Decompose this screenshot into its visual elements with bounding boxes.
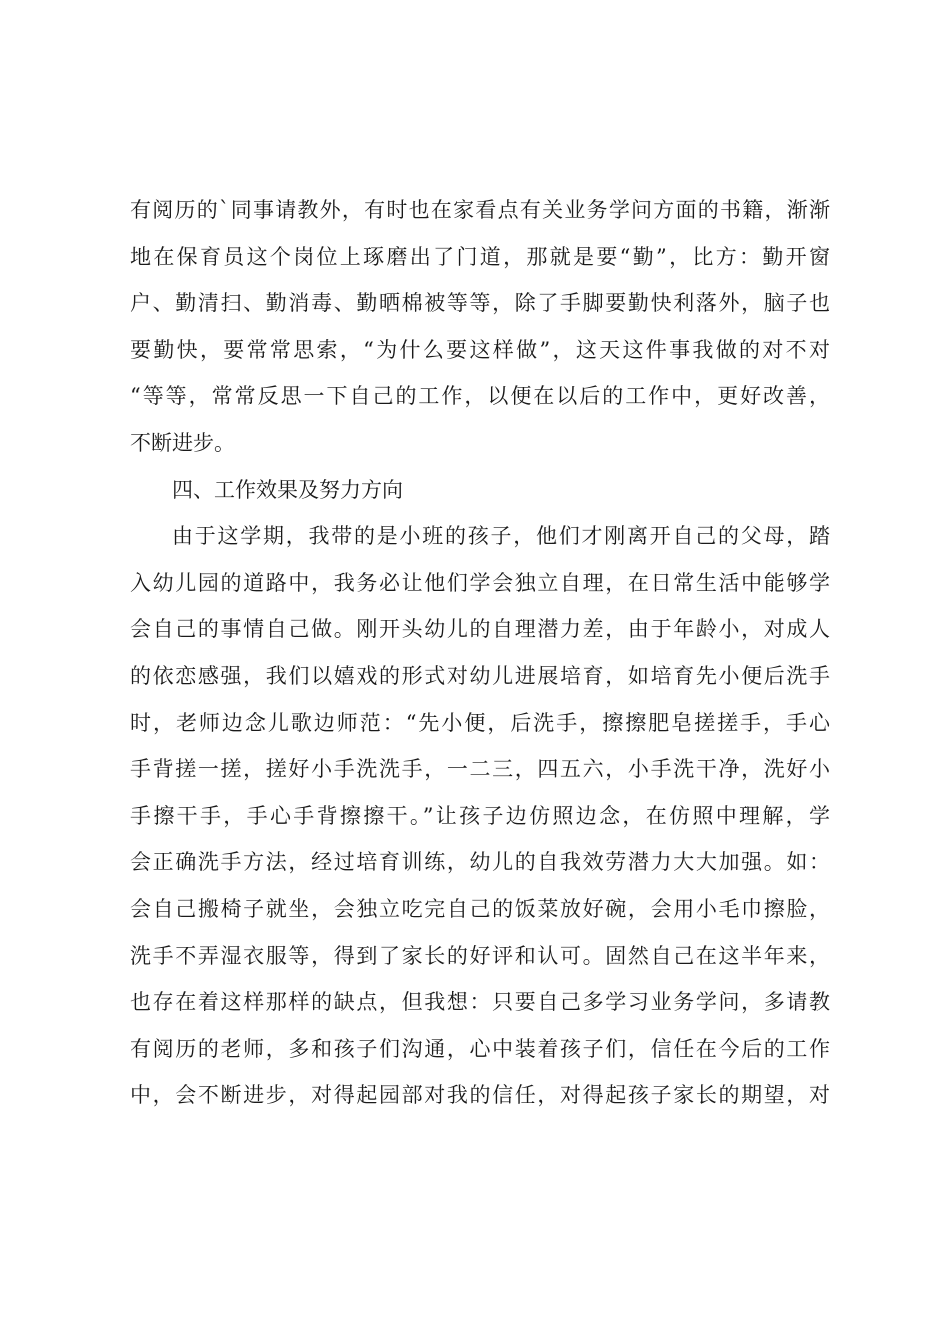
section-heading: 四、工作效果及努力方向 [172, 477, 403, 502]
text-line: 不断进步。 [130, 430, 235, 455]
text-line: 有阅历的`同事请教外，有时也在家看点有关业务学问方面的书籍，渐渐 [130, 198, 830, 222]
paragraph-1 [130, 187, 830, 467]
text-line: 地在保育员这个岗位上琢磨出了门道，那就是要“勤”，比方：勤开窗 [130, 244, 830, 269]
text-line: 的依恋感强，我们以嬉戏的形式对幼儿进展培育，如培育先小便后洗手 [130, 663, 830, 688]
text-line: 时，老师边念儿歌边师范：“先小便，后洗手，擦擦肥皂搓搓手，手心 [130, 710, 830, 735]
text-line: 洗手不弄湿衣服等，得到了家长的好评和认可。固然自己在这半年来， [130, 943, 830, 968]
text-line: 会正确洗手方法，经过培育训练，幼儿的自我效劳潜力大大加强。如： [130, 850, 830, 875]
text-line: 手背搓一搓，搓好小手洗洗手，一二三，四五六，小手洗干净，洗好小 [130, 757, 830, 782]
text-line: 中，会不断进步，对得起园部对我的信任，对得起孩子家长的期望，对 [130, 1083, 830, 1108]
text-line: 由于这学期，我带的是小班的孩子，他们才刚离开自己的父母，踏 [172, 524, 830, 549]
text-line: 会自己搬椅子就坐，会独立吃完自己的饭菜放好碗，会用小毛巾擦脸， [130, 896, 830, 921]
text-line: 入幼儿园的道路中，我务必让他们学会独立自理，在日常生活中能够学 [130, 570, 830, 595]
text-line: 手擦干手，手心手背擦擦干。”让孩子边仿照边念，在仿照中理解，学 [130, 803, 830, 828]
text-line: “等等，常常反思一下自己的工作，以便在以后的工作中，更好改善， [130, 384, 830, 409]
text-line: 也存在着这样那样的缺点，但我想：只要自己多学习业务学问，多请教 [130, 990, 830, 1015]
paragraph-2 [130, 513, 830, 1119]
text-line: 户、勤清扫、勤消毒、勤晒棉被等等，除了手脚要勤快利落外，脑子也 [130, 291, 830, 316]
text-line: 会自己的事情自己做。刚开头幼儿的自理潜力差，由于年龄小，对成人 [130, 617, 830, 642]
text-line: 有阅历的老师，多和孩子们沟通，心中装着孩子们，信任在今后的工作 [130, 1036, 830, 1061]
text-line: 要勤快，要常常思索，“为什么要这样做”，这天这件事我做的对不对 [130, 337, 830, 362]
body-text [130, 187, 830, 1119]
